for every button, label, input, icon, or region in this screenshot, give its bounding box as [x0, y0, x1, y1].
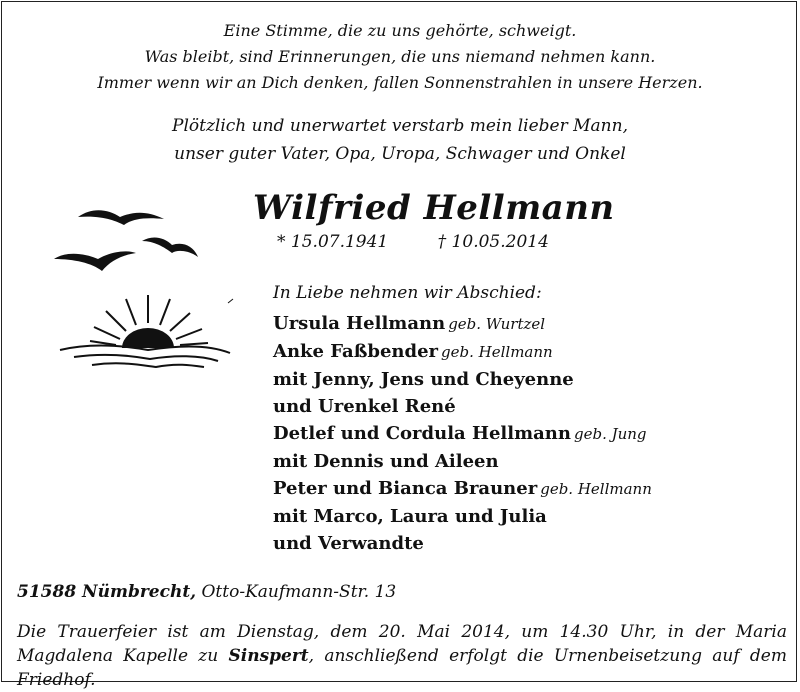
- mourner-item: [273, 310, 652, 338]
- ceremony-place: Sinspert: [228, 646, 309, 666]
- mourner-name: und Verwandte: [273, 533, 424, 554]
- poem: [0, 18, 800, 96]
- bird-icon: [54, 251, 136, 271]
- death-date: † 10.05.2014: [437, 232, 549, 252]
- mourner-name: Peter und Bianca Brauner: [273, 478, 538, 499]
- ceremony-text: , anschließend erfolgt die Urnenbeisetzung auf dem Friedhof.: [17, 646, 787, 690]
- mourner-item: [273, 366, 652, 393]
- poem-line: Eine Stimme, die zu uns gehörte, schweigt.: [223, 21, 577, 40]
- mourner-name: mit Marco, Laura und Julia: [273, 506, 547, 527]
- ceremony-info: [17, 620, 787, 692]
- mourner-name: und Urenkel René: [273, 396, 456, 417]
- bird-icon: [78, 210, 164, 225]
- deceased-name: Wilfried Hellmann: [253, 188, 615, 228]
- sunset-icon: [60, 295, 230, 367]
- mourner-item: [273, 338, 652, 366]
- address-street: Otto-Kaufmann-Str. 13: [201, 582, 397, 602]
- birds-and-sunset-illustration: [40, 195, 240, 375]
- announcement-line: Plötzlich und unerwartet verstarb mein lieber Mann,: [172, 116, 628, 136]
- mourner-item: [273, 503, 652, 530]
- maiden-name: geb. Jung: [573, 425, 647, 443]
- mourners-list: [273, 310, 652, 557]
- ceremony-text: Die Trauerfeier ist am Dienstag, dem 20. Mai 2014, um 14.30 Uhr, in der Maria Magdalena Kapelle zu: [17, 622, 787, 666]
- poem-line: Was bleibt, sind Erinnerungen, die uns niemand nehmen kann.: [144, 47, 656, 66]
- poem-line: Immer wenn wir an Dich denken, fallen Sonnenstrahlen in unsere Herzen.: [97, 73, 703, 92]
- announcement: [0, 112, 800, 168]
- stroke-mark: [228, 299, 233, 303]
- mourner-name: Detlef und Cordula Hellmann: [273, 423, 571, 444]
- maiden-name: geb. Wurtzel: [448, 315, 546, 333]
- mourner-item: [273, 448, 652, 475]
- farewell-line: In Liebe nehmen wir Abschied:: [273, 283, 542, 303]
- mourner-item: [273, 393, 652, 420]
- life-dates: [277, 232, 549, 252]
- maiden-name: geb. Hellmann: [540, 480, 652, 498]
- family-address: [17, 582, 396, 602]
- announcement-line: unser guter Vater, Opa, Uropa, Schwager und Onkel: [174, 144, 626, 164]
- mourner-name: mit Jenny, Jens und Cheyenne: [273, 369, 574, 390]
- maiden-name: geb. Hellmann: [441, 343, 553, 361]
- bird-icon: [142, 238, 198, 257]
- address-city: 51588 Nümbrecht,: [17, 582, 197, 602]
- birth-date: * 15.07.1941: [277, 232, 389, 252]
- mourner-item: [273, 475, 652, 503]
- mourner-name: Anke Faßbender: [273, 341, 439, 362]
- mourner-item: [273, 530, 652, 557]
- mourner-name: mit Dennis und Aileen: [273, 451, 499, 472]
- mourner-name: Ursula Hellmann: [273, 313, 446, 334]
- mourner-item: [273, 420, 652, 448]
